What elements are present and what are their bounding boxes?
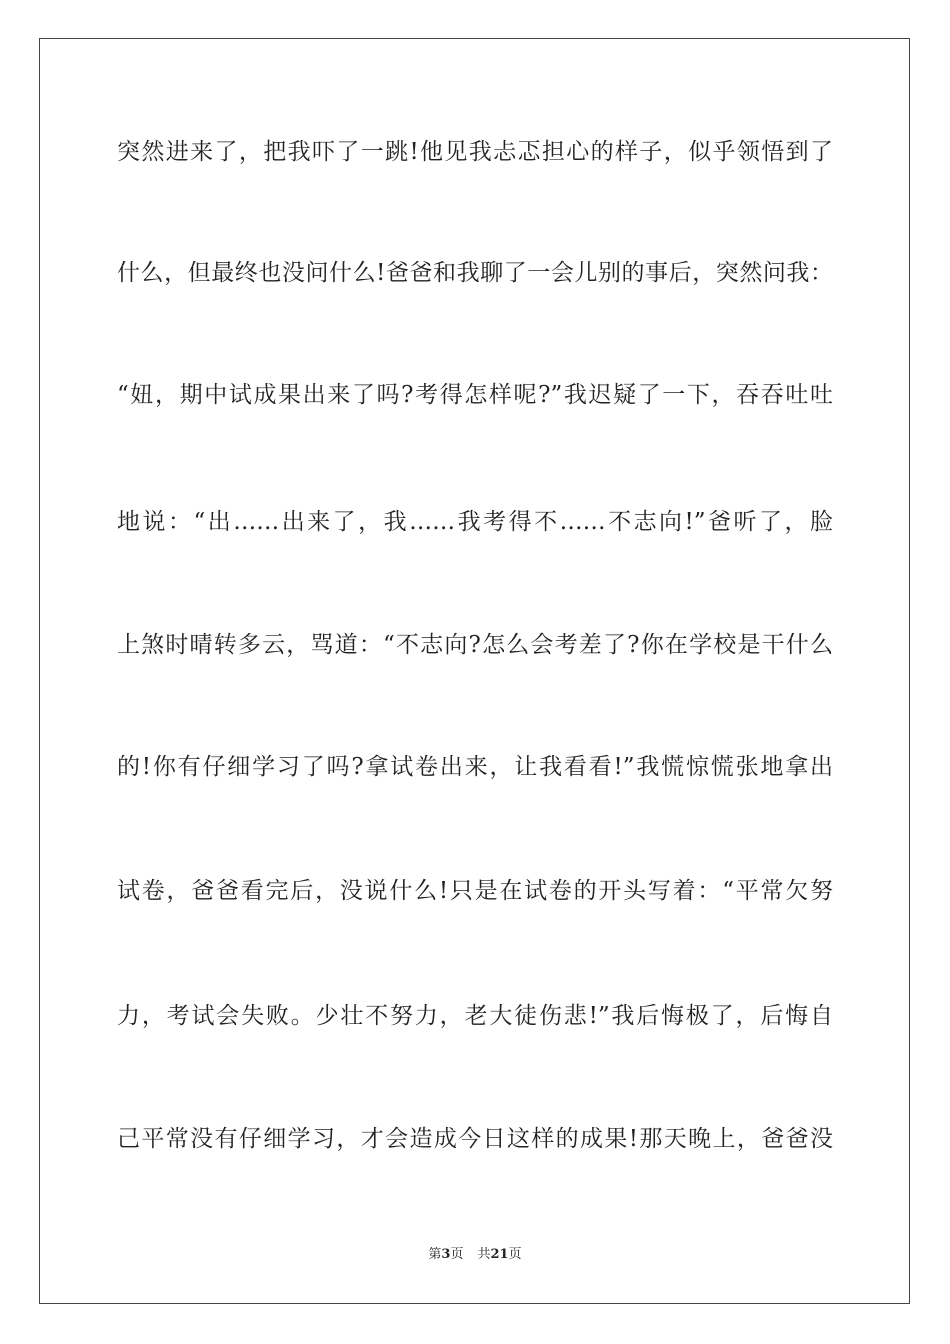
body-text-line: 的!你有仔细学习了吗?拿试卷出来，让我看看!”我慌惊慌张地拿出	[117, 754, 833, 780]
body-text-line: “妞，期中试成果出来了吗?考得怎样呢?”我迟疑了一下，吞吞吐吐	[117, 382, 833, 408]
page-prefix: 第	[428, 1247, 442, 1262]
body-text-line: 地说：“出……出来了，我……我考得不……不志向!”爸听了，脸	[117, 509, 833, 535]
page-footer	[0, 1246, 950, 1264]
body-text-line: 己平常没有仔细学习，才会造成今日这样的成果!那天晚上，爸爸没	[117, 1126, 833, 1152]
body-text-line: 上煞时晴转多云，骂道：“不志向?怎么会考差了?你在学校是干什么	[117, 632, 833, 658]
body-text-line: 突然进来了，把我吓了一跳!他见我忐忑担心的样子，似乎领悟到了	[117, 139, 833, 165]
body-text-line: 什么，但最终也没问什么!爸爸和我聊了一会儿别的事后，突然问我：	[117, 260, 833, 286]
body-text-line: 力，考试会失败。少壮不努力，老大徒伤悲!”我后悔极了，后悔自	[117, 1003, 833, 1029]
total-pages: 21	[490, 1247, 509, 1262]
page-suffix: 页	[450, 1247, 464, 1262]
page-number: 3	[441, 1247, 451, 1262]
body-text-line: 试卷，爸爸看完后，没说什么!只是在试卷的开头写着：“平常欠努	[117, 878, 833, 904]
page-border	[39, 38, 910, 1304]
total-prefix: 共	[477, 1247, 491, 1262]
total-suffix: 页	[508, 1247, 522, 1262]
